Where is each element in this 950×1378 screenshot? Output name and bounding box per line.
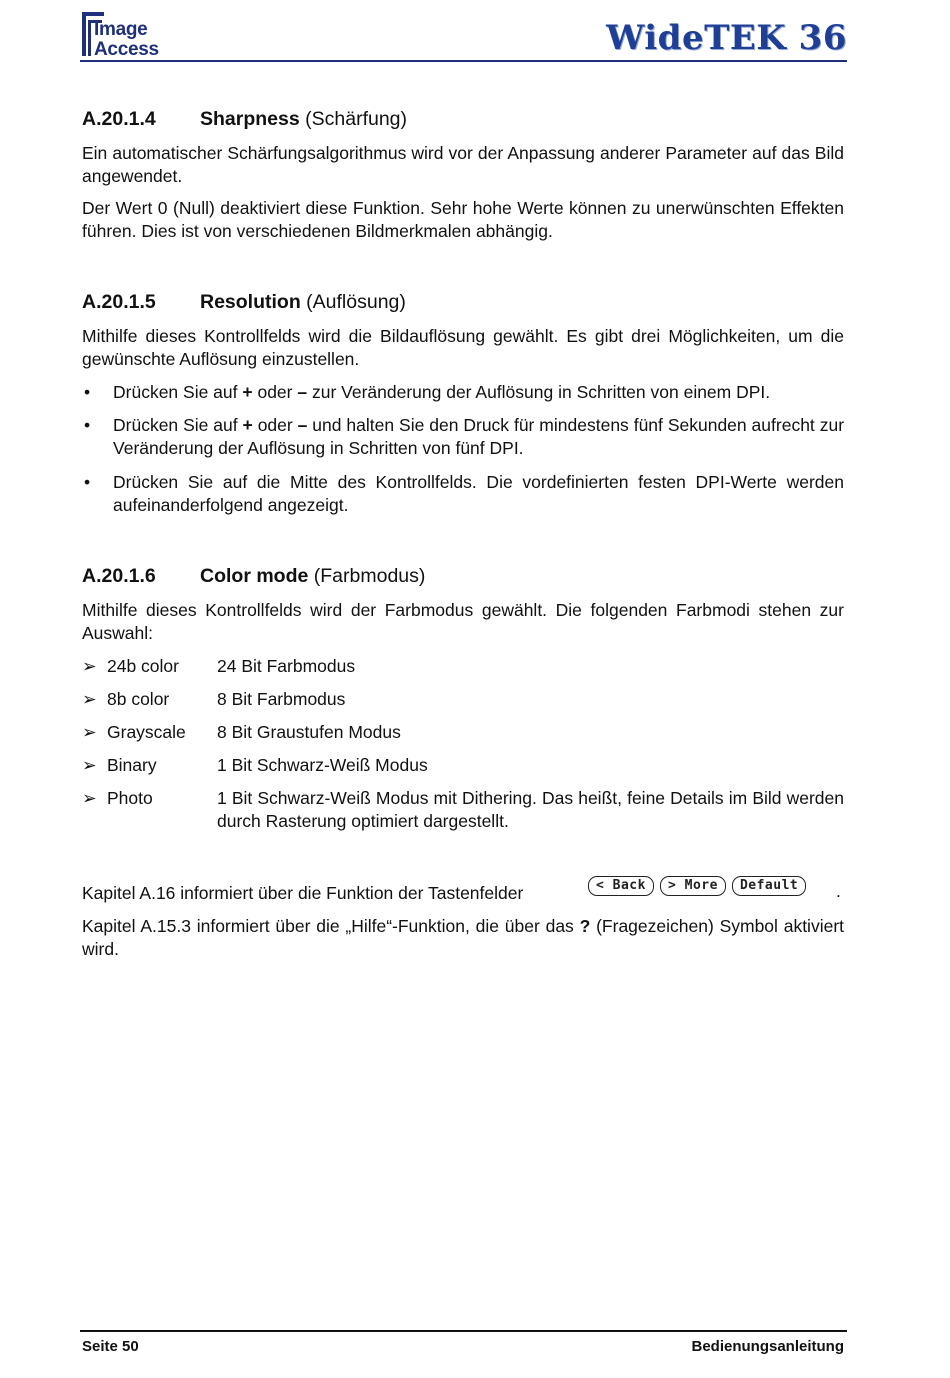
note-kapitel-a16: Kapitel A.16 informiert über die Funktion der Tastenfelder <box>82 883 524 903</box>
mode-name: Binary <box>107 755 157 775</box>
bullet-icon: • <box>84 382 91 402</box>
heading-title <box>200 290 406 314</box>
heading-title-bold: Color mode <box>200 565 309 587</box>
plus-symbol: + <box>242 382 253 402</box>
minus-symbol: – <box>297 382 308 402</box>
note-kapitel-a153 <box>82 915 844 961</box>
mode-name: 24b color <box>107 656 179 676</box>
heading-number: A.20.1.6 <box>82 565 156 587</box>
paragraph-sharpness-1: Ein automatischer Schärfungsalgorithmus wird vor der Anpassung anderer Parameter auf das Bild angewendet. <box>82 143 844 186</box>
mode-name: 8b color <box>107 689 170 709</box>
document-title: Bedienungsanleitung <box>691 1338 844 1355</box>
arrow-bullet-icon: ➢ <box>82 755 97 775</box>
text-part: oder <box>252 415 298 435</box>
default-button-icon: Default <box>732 876 806 896</box>
question-mark-symbol: ? <box>579 916 591 936</box>
text-part: Drücken Sie auf <box>113 382 243 402</box>
page-number: Seite 50 <box>82 1338 139 1355</box>
bullet-icon: • <box>84 472 91 492</box>
arrow-bullet-icon: ➢ <box>82 689 97 709</box>
text-part: zur Veränderung der Auflösung in Schritten von einem DPI. <box>307 382 771 402</box>
product-brand: WideTEK 36 <box>606 18 847 58</box>
mode-description: 8 Bit Farbmodus <box>217 689 346 709</box>
paragraph-resolution-1: Mithilfe dieses Kontrollfelds wird die Bildauflösung gewählt. Es gibt drei Möglichkeiten, um die gewünschte Auflösung einzustellen. <box>82 326 844 369</box>
heading-title-bold: Resolution <box>200 291 301 313</box>
heading-number: A.20.1.4 <box>82 108 156 130</box>
bullet-icon: • <box>84 415 91 435</box>
text-part: (Fragezeichen) Symbol aktiviert wird. <box>82 916 845 959</box>
mode-description: 1 Bit Schwarz-Weiß Modus <box>217 755 428 775</box>
heading-title-rest: (Schärfung) <box>299 108 408 130</box>
arrow-bullet-icon: ➢ <box>82 788 97 808</box>
page-header <box>80 8 847 62</box>
mode-name: Photo <box>107 788 153 808</box>
list-item-text <box>113 381 844 404</box>
heading-title <box>200 107 407 131</box>
text-part: Drücken Sie auf <box>113 415 243 435</box>
header-divider <box>80 60 847 62</box>
plus-symbol: + <box>242 415 253 435</box>
note-period: . <box>836 881 841 901</box>
heading-title-rest: (Auflösung) <box>300 291 406 313</box>
text-part: oder <box>252 382 298 402</box>
paragraph-color-mode-1: Mithilfe dieses Kontrollfelds wird der Farbmodus gewählt. Die folgenden Farbmodi stehen zur Auswahl: <box>82 600 844 643</box>
text-part: und halten Sie den Druck für mindestens fünf Sekunden aufrecht zur Veränderung der Auflösung in Schritten von fünf DPI. <box>113 415 845 458</box>
heading-number: A.20.1.5 <box>82 291 156 313</box>
button-icons-row <box>588 876 812 896</box>
heading-title-rest: (Farbmodus) <box>308 565 426 587</box>
list-item-text <box>113 414 844 460</box>
list-item-text: Drücken Sie auf die Mitte des Kontrollfelds. Die vordefinierten festen DPI-Werte werden aufeinanderfolgend angezeigt. <box>113 472 844 515</box>
paragraph-sharpness-2: Der Wert 0 (Null) deaktiviert diese Funktion. Sehr hohe Werte können zu unerwünschten Effekten führen. Dies ist von verschiedenen Bildmerkmalen abhängig. <box>82 198 844 241</box>
logo-text-line2: Access <box>94 39 159 60</box>
arrow-bullet-icon: ➢ <box>82 656 97 676</box>
mode-description: 8 Bit Graustufen Modus <box>217 722 401 742</box>
mode-description: 1 Bit Schwarz-Weiß Modus mit Dithering. Das heißt, feine Details im Bild werden durch Rasterung optimiert dargestellt. <box>217 788 844 831</box>
logo-text-line1: Image <box>94 19 148 40</box>
mode-description: 24 Bit Farbmodus <box>217 656 356 676</box>
back-button-icon: < Back <box>588 876 654 896</box>
footer-divider <box>80 1330 847 1332</box>
more-button-icon: > More <box>660 876 726 896</box>
mode-name: Grayscale <box>107 722 186 742</box>
heading-title <box>200 564 425 588</box>
arrow-bullet-icon: ➢ <box>82 722 97 742</box>
heading-title-bold: Sharpness <box>200 108 300 130</box>
image-access-logo <box>80 10 176 60</box>
text-part: Kapitel A.15.3 informiert über die „Hilfe“-Funktion, die über das <box>82 916 580 936</box>
minus-symbol: – <box>297 415 308 435</box>
